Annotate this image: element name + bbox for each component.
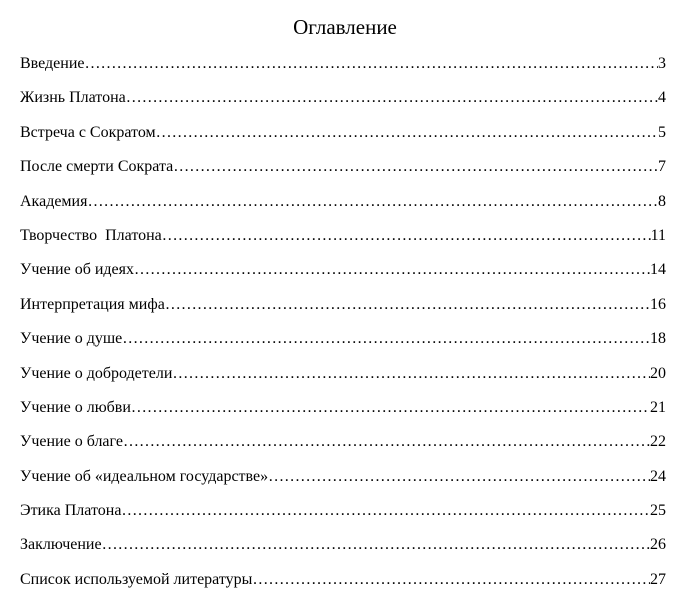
toc-entry <box>20 533 666 567</box>
toc-entry-page: 20 <box>650 364 666 382</box>
toc-entry-label: Интерпретация мифа <box>20 295 165 313</box>
toc-dot-leader <box>173 155 658 179</box>
toc-entry-label: Список используемой литературы <box>20 570 253 588</box>
toc-entry-label: Этика Платона <box>20 502 122 520</box>
toc-entry <box>20 86 666 120</box>
toc-dot-leader <box>121 499 650 523</box>
toc-dot-leader <box>122 327 650 351</box>
page-title: Оглавление <box>293 15 397 39</box>
toc-dot-leader <box>134 258 650 282</box>
toc-entry-page: 22 <box>650 433 666 451</box>
toc-entry-page: 21 <box>650 398 666 416</box>
toc-entry <box>20 568 666 602</box>
toc-entry-page: 14 <box>650 261 666 279</box>
toc-entry-label: Встреча с Сократом <box>20 123 156 141</box>
toc-entry-page: 3 <box>658 55 666 72</box>
toc-entry-page: 8 <box>658 192 666 210</box>
toc-dot-leader <box>131 396 650 420</box>
toc-entry-page: 25 <box>650 502 666 520</box>
toc-entry-page: 16 <box>650 295 666 313</box>
toc-entry-label: Заключение <box>20 536 102 554</box>
toc-dot-leader <box>102 533 650 557</box>
toc-entry-label: Творчество Платона <box>20 226 162 244</box>
toc-entry-label: Жизнь Платона <box>20 89 126 107</box>
toc-entry <box>20 190 666 224</box>
table-of-contents <box>20 52 666 602</box>
toc-dot-leader <box>252 568 650 592</box>
toc-entry <box>20 430 666 464</box>
toc-entry-label: Учение об «идеальном государстве» <box>20 467 269 485</box>
toc-dot-leader <box>156 121 658 145</box>
toc-entry-label: Академия <box>20 192 88 210</box>
toc-entry <box>20 362 666 396</box>
toc-entry-page: 24 <box>650 467 666 485</box>
toc-dot-leader <box>126 86 658 110</box>
toc-dot-leader <box>268 465 650 489</box>
toc-entry <box>20 258 666 292</box>
toc-entry <box>20 224 666 258</box>
toc-entry <box>20 121 666 155</box>
toc-entry-page: 27 <box>650 570 666 588</box>
toc-dot-leader <box>162 224 651 248</box>
toc-entry-page: 18 <box>650 330 666 348</box>
toc-entry-label: Введение <box>20 55 85 72</box>
toc-entry-label: Учение о добродетели <box>20 364 173 382</box>
toc-entry-label: После смерти Сократа <box>20 158 174 176</box>
toc-entry <box>20 396 666 430</box>
toc-entry <box>20 499 666 533</box>
toc-dot-leader <box>87 190 658 214</box>
toc-entry-page: 26 <box>650 536 666 554</box>
toc-entry-page: 4 <box>658 89 666 107</box>
toc-entry <box>20 155 666 189</box>
toc-entry <box>20 327 666 361</box>
toc-dot-leader <box>165 293 650 317</box>
toc-dot-leader <box>172 362 650 386</box>
toc-entry-page: 7 <box>658 158 666 176</box>
toc-entry-page: 11 <box>650 226 666 244</box>
toc-entry-label: Учение об идеях <box>20 261 135 279</box>
toc-entry <box>20 52 666 86</box>
toc-entry-page: 5 <box>658 123 666 141</box>
toc-entry-label: Учение о душе <box>20 330 123 348</box>
toc-entry-label: Учение о благе <box>20 433 123 451</box>
toc-entry-label: Учение о любви <box>20 398 131 416</box>
toc-dot-leader <box>123 430 650 454</box>
toc-dot-leader <box>85 52 659 76</box>
toc-entry <box>20 465 666 499</box>
toc-entry <box>20 293 666 327</box>
